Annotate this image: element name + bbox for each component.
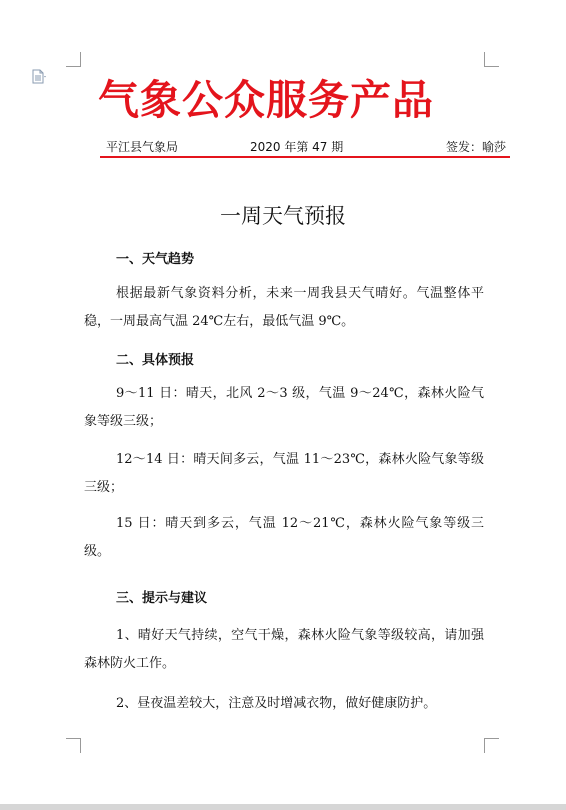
paragraph-forecast-2: 12～14 日：晴天间多云，气温 11～23℃，森林火险气象等级三级； (84, 452, 484, 495)
issuing-org: 平江县气象局 (106, 140, 179, 154)
paragraph-trend: 根据最新气象资料分析，未来一周我县天气晴好。气温整体平稳，一周最高气温 24℃左右，最低气温 9℃。 (84, 286, 484, 329)
header-info-row (100, 138, 510, 156)
section-heading-advice: 三、提示与建议 (116, 591, 208, 606)
paragraph-advice-2: 2、昼夜温差较大，注意及时增减衣物，做好健康防护。 (116, 696, 437, 711)
corner-mark-top-left (66, 52, 81, 67)
header-title: 气象公众服务产品 (98, 76, 434, 124)
corner-mark-bottom-left (66, 738, 81, 753)
signer: 签发：喻莎 (445, 140, 506, 154)
document-title: 一周天气预报 (220, 204, 346, 228)
document-icon[interactable] (31, 69, 47, 85)
paragraph-advice-1: 1、晴好天气持续，空气干燥，森林火险气象等级较高，请加强森林防火工作。 (84, 628, 484, 671)
paragraph-forecast-1: 9～11 日：晴天，北风 2～3 级，气温 9～24℃，森林火险气象等级三级； (84, 386, 484, 429)
issue-number: 2020 年第 47 期 (250, 140, 344, 154)
section-heading-trend: 一、天气趋势 (116, 252, 195, 267)
corner-mark-bottom-right (484, 738, 499, 753)
section-heading-forecast: 二、具体预报 (116, 353, 195, 368)
paragraph-forecast-3: 15 日：晴天到多云，气温 12～21℃，森林火险气象等级三级。 (84, 516, 484, 559)
corner-mark-top-right (484, 52, 499, 67)
header-red-rule (100, 156, 510, 158)
page-bottom-strip (0, 804, 566, 810)
